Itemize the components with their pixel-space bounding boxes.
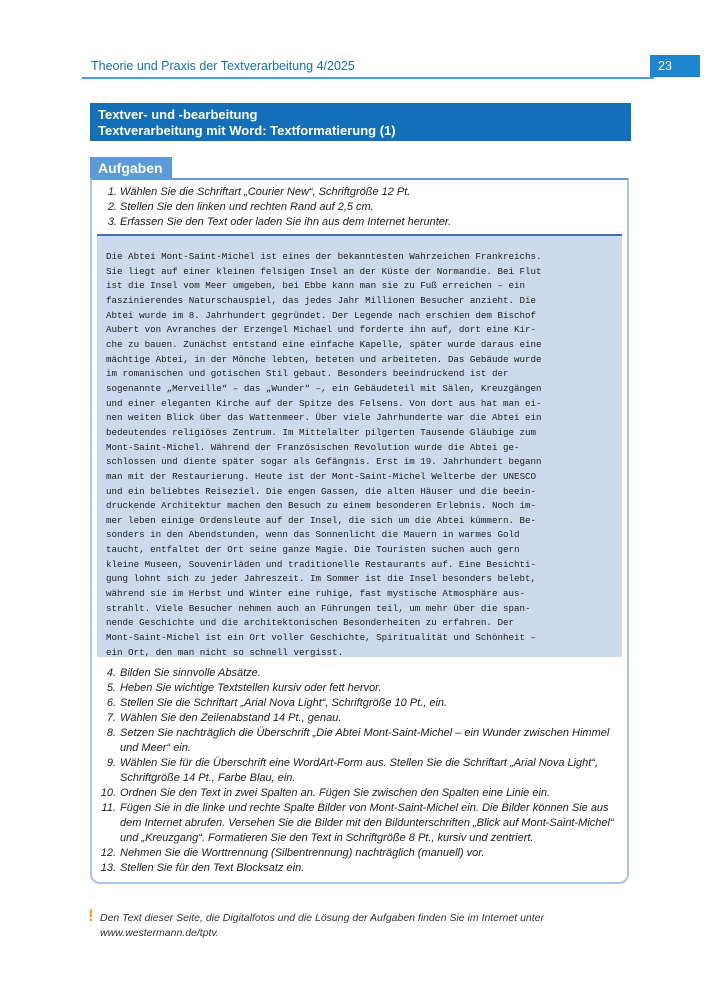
task-item [98, 666, 623, 681]
text-line: taucht, entfaltet der Ort seine ganze Magie. Die Touristen suchen auch gern [106, 544, 520, 556]
section-title-bar [90, 103, 631, 141]
task-number: 6. [106, 697, 116, 709]
task-list-top [103, 185, 603, 230]
task-number: 10. [100, 787, 116, 799]
page-number: 23 [650, 55, 700, 77]
section-title-line1: Textver- und -bearbeitung [98, 107, 258, 122]
task-text: Stellen Sie den linken und rechten Rand auf 2,5 cm. [120, 201, 374, 213]
tasks-tab: Aufgaben [90, 157, 172, 179]
task-item [103, 200, 603, 215]
text-line: druckende Architektur machen den Besuch zu einem besonderen Erlebnis. Noch im- [106, 500, 537, 512]
text-line: Abtei wurde im 8. Jahrhundert gegründet. Der Legende nach erschien dem Bischof [106, 309, 537, 321]
text-line: mächtige Abtei, in der Mönche lebten, beteten und arbeiteten. Das Gebäude wurde [106, 353, 542, 365]
task-item [98, 696, 623, 711]
text-line: und einer eleganten Kirche auf der Spitze des Felsens. Von dort aus hat man ei- [106, 397, 542, 409]
task-item [98, 726, 623, 756]
section-title-line2: Textverarbeitung mit Word: Textformatierung (1) [98, 122, 396, 138]
text-line: und ein beliebtes Reiseziel. Die engen Gassen, die alten Häuser und die beein- [106, 485, 537, 497]
task-text: Setzen Sie nachträglich die Überschrift „Die Abtei Mont-Saint-Michel – ein Wunder zwischen Himmel und Meer“ ein. [120, 727, 610, 754]
task-number: 7. [106, 712, 116, 724]
text-line: ist die Insel vom Meer umgeben, bei Ebbe kann man sie zu Fuß erreichen – ein [106, 280, 526, 292]
task-item [98, 711, 623, 726]
task-item [98, 681, 623, 696]
task-list-bottom [98, 666, 623, 876]
task-number: 2. [107, 201, 117, 213]
text-line: che zu bauen. Zunächst entstand eine einfache Kapelle, später wurde daraus eine [106, 338, 542, 350]
task-number: 1. [107, 186, 117, 198]
running-header-title: Theorie und Praxis der Textverarbeitung 4/2025 [91, 59, 355, 73]
task-text: Fügen Sie in die linke und rechte Spalte Bilder von Mont-Saint-Michel ein. Die Bilder können Sie aus dem Internet abrufen. Versehen Sie die Bilder mit den Bildunterschriften „Blick auf Mont-Saint-Michel“ und „Kreuzgang“. Formatieren Sie den Text in Schriftgröße 8 Pt., kursiv und zentriert. [120, 802, 614, 844]
text-line: ein Ort, den man nicht so schnell vergisst. [106, 646, 344, 658]
task-number: 8. [106, 727, 116, 739]
text-line: faszinierendes Naturschauspiel, das jedes Jahr Millionen Besucher anzieht. Die [106, 294, 537, 306]
task-text: Heben Sie wichtige Textstellen kursiv oder fett hervor. [120, 682, 382, 694]
text-line: sogenannte „Merveille“ – das „Wunder“ –, ein Gebäudeteil mit Sälen, Kreuzgängen [106, 382, 542, 394]
task-text: Ordnen Sie den Text in zwei Spalten an. Fügen Sie zwischen den Spalten eine Linie ein. [120, 787, 551, 799]
text-line: Mont-Saint-Michel. Während der Französischen Revolution wurde die Abtei ge- [106, 441, 520, 453]
task-item [98, 846, 623, 861]
text-line: kleine Museen, Souvenirläden und traditionelle Restaurants auf. Eine Besichti- [106, 558, 537, 570]
text-line: sonders in den Abendstunden, wenn das Sonnenlicht die Mauern in warmes Gold [106, 529, 520, 541]
task-number: 12. [100, 847, 116, 859]
task-number: 11. [101, 802, 116, 814]
task-item [98, 756, 623, 786]
task-number: 13. [100, 862, 116, 874]
sample-text-box [97, 234, 622, 657]
text-line: Die Abtei Mont-Saint-Michel ist eines der bekanntesten Wahrzeichen Frankreichs. [106, 251, 542, 262]
task-text: Wählen Sie den Zeilenabstand 14 Pt., genau. [120, 712, 342, 724]
task-number: 4. [106, 667, 116, 679]
text-line: man mit der Restaurierung. Heute ist der Mont-Saint-Michel Welterbe der UNESCO [106, 470, 537, 482]
task-item [98, 861, 623, 876]
exclamation-icon: ! [88, 906, 94, 925]
task-text: Erfassen Sie den Text oder laden Sie ihn aus dem Internet herunter. [120, 216, 452, 228]
task-text: Bilden Sie sinnvolle Absätze. [120, 667, 261, 679]
text-line: strahlt. Viele Besucher nehmen auch an Führungen teil, um mehr über die span- [106, 602, 531, 614]
text-line: nende Geschichte und die architektonischen Besonderheiten zu erfahren. Der [106, 617, 514, 629]
text-line: gung lohnt sich zu jeder Jahreszeit. Im Sommer ist die Insel besonders belebt, [106, 573, 537, 585]
task-item [98, 786, 623, 801]
text-line: schlossen und diente später sogar als Gefängnis. Erst im 19. Jahrhundert begann [106, 456, 542, 468]
task-item [98, 801, 623, 846]
task-text: Stellen Sie für den Text Blocksatz ein. [120, 862, 305, 874]
task-text: Wählen Sie für die Überschrift eine WordArt-Form aus. Stellen Sie die Schriftart „Arial Nova Light“, Schriftgröße 14 Pt., Farbe Blau, ein. [120, 757, 599, 784]
task-item [103, 215, 603, 230]
task-text: Nehmen Sie die Worttrennung (Silbentrennung) nachträglich (manuell) vor. [120, 847, 485, 859]
text-line: mer leben einige Ordensleute auf der Insel, die sich um die Abtei kümmern. Be- [106, 514, 537, 526]
text-line: nen weiten Blick über das Wattenmeer. Über viele Jahrhunderte war die Abtei ein [106, 412, 542, 424]
text-line: Mont-Saint-Michel ist ein Ort voller Geschichte, Spiritualität und Schönheit – [106, 632, 537, 644]
task-number: 5. [106, 682, 116, 694]
task-text: Stellen Sie die Schriftart „Arial Nova Light“, Schriftgröße 10 Pt., ein. [120, 697, 448, 709]
text-line: Aubert von Avranches der Erzengel Michael und forderte ihn auf, dort eine Kir- [106, 324, 537, 336]
task-item [103, 185, 603, 200]
text-line: Sie liegt auf einer kleinen felsigen Insel an der Küste der Normandie. Bei Flut [106, 265, 542, 277]
text-line: bedeutendes religiöses Zentrum. Im Mittelalter pilgerten Tausende Gläubige zum [106, 426, 537, 438]
header-divider [82, 77, 654, 79]
text-line: während sie im Herbst und Winter eine ruhige, fast mystische Atmosphäre aus- [106, 588, 526, 600]
footnote-text: Den Text dieser Seite, die Digitalfotos und die Lösung der Aufgaben finden Sie im Internet unter www.westermann.de/tptv. [100, 912, 545, 939]
task-number: 3. [107, 216, 117, 228]
text-line: im romanischen und gotischen Stil gebaut. Besonders beeindruckend ist der [106, 368, 509, 380]
task-text: Wählen Sie die Schriftart „Courier New“, Schriftgröße 12 Pt. [120, 186, 411, 198]
task-number: 9. [106, 757, 116, 769]
